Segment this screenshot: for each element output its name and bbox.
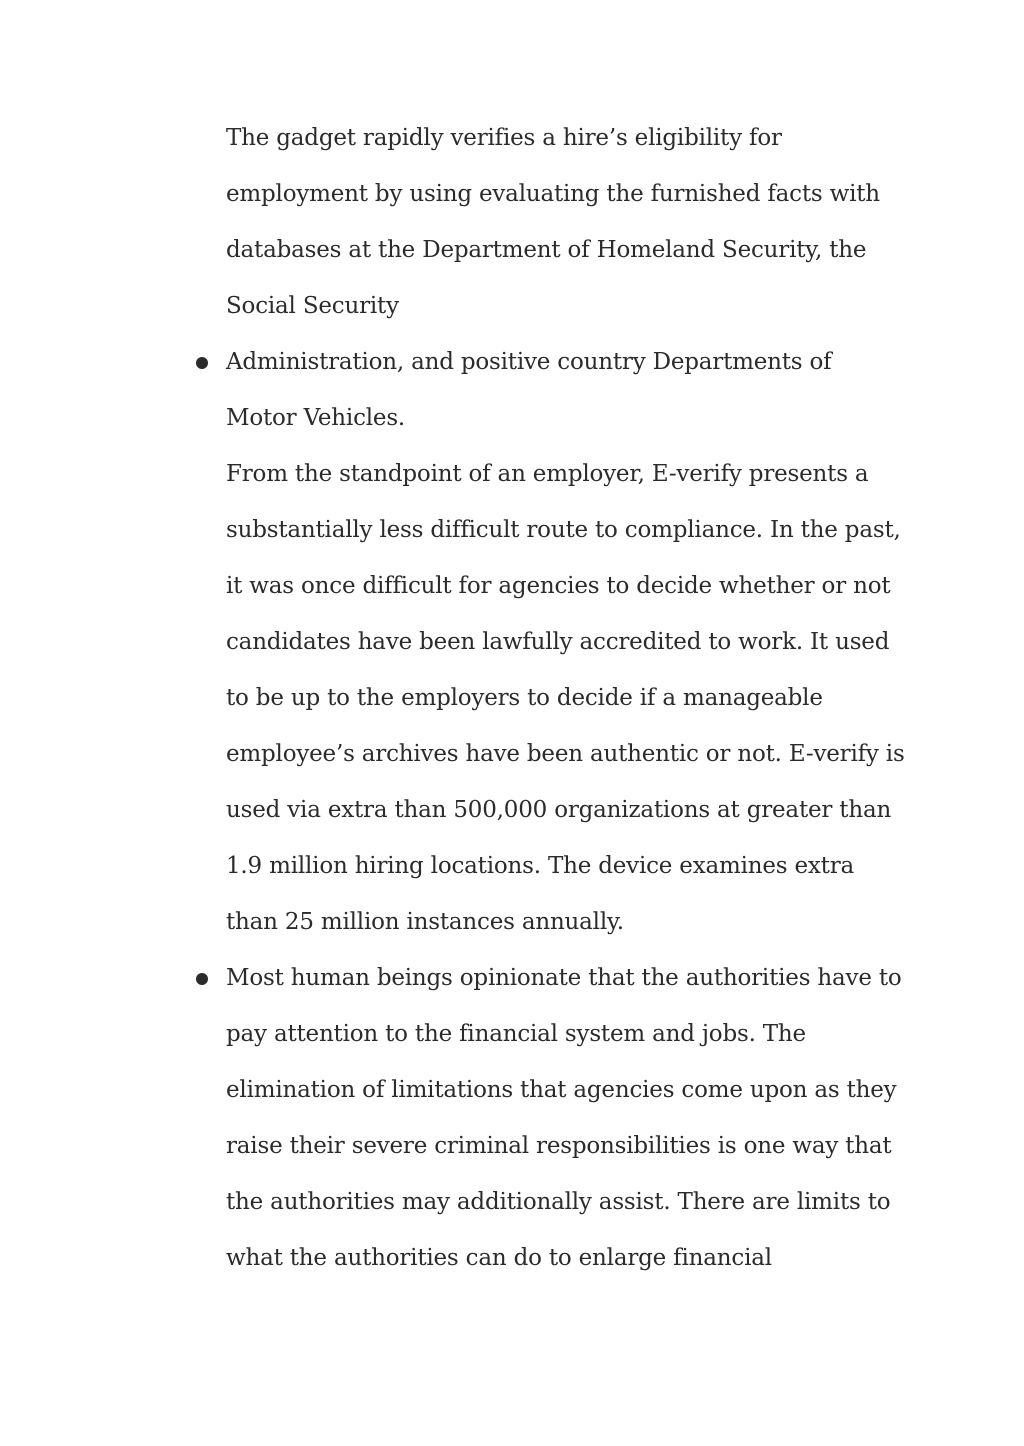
text-line: elimination of limitations that agencies come upon as they — [226, 1077, 897, 1103]
intro-paragraph — [226, 110, 906, 334]
text-line: pay attention to the financial system and jobs. The — [226, 1021, 806, 1047]
text-line: to be up to the employers to decide if a manageable — [226, 685, 823, 711]
text-line: used via extra than 500,000 organizations at greater than — [226, 797, 892, 823]
bullet-item-2 — [226, 950, 906, 1286]
text-line: databases at the Department of Homeland Security, the — [226, 237, 867, 263]
bullet-item-1 — [226, 334, 906, 446]
text-line: employment by using evaluating the furnished facts with — [226, 181, 880, 207]
text-line: Administration, and positive country Departments of — [226, 349, 832, 375]
text-line: than 25 million instances annually. — [226, 909, 624, 935]
bullet-icon — [196, 973, 208, 985]
text-line: 1.9 million hiring locations. The device examines extra — [226, 853, 855, 879]
paragraph-2 — [226, 446, 906, 950]
text-line: Most human beings opinionate that the authorities have to — [226, 965, 902, 991]
text-line: substantially less difficult route to compliance. In the past, — [226, 517, 901, 543]
text-line: raise their severe criminal responsibilities is one way that — [226, 1133, 892, 1159]
bullet-icon — [196, 357, 208, 369]
text-line: Social Security — [226, 293, 399, 319]
text-line: The gadget rapidly verifies a hire’s eligibility for — [226, 125, 782, 151]
text-line: what the authorities can do to enlarge financial — [226, 1245, 772, 1271]
text-line: employee’s archives have been authentic or not. E-verify is — [226, 741, 905, 767]
text-line: it was once difficult for agencies to decide whether or not — [226, 573, 891, 599]
text-line: Motor Vehicles. — [226, 405, 406, 431]
text-line: candidates have been lawfully accredited to work. It used — [226, 629, 890, 655]
text-line: From the standpoint of an employer, E-verify presents a — [226, 461, 869, 487]
text-line: the authorities may additionally assist. There are limits to — [226, 1189, 891, 1215]
